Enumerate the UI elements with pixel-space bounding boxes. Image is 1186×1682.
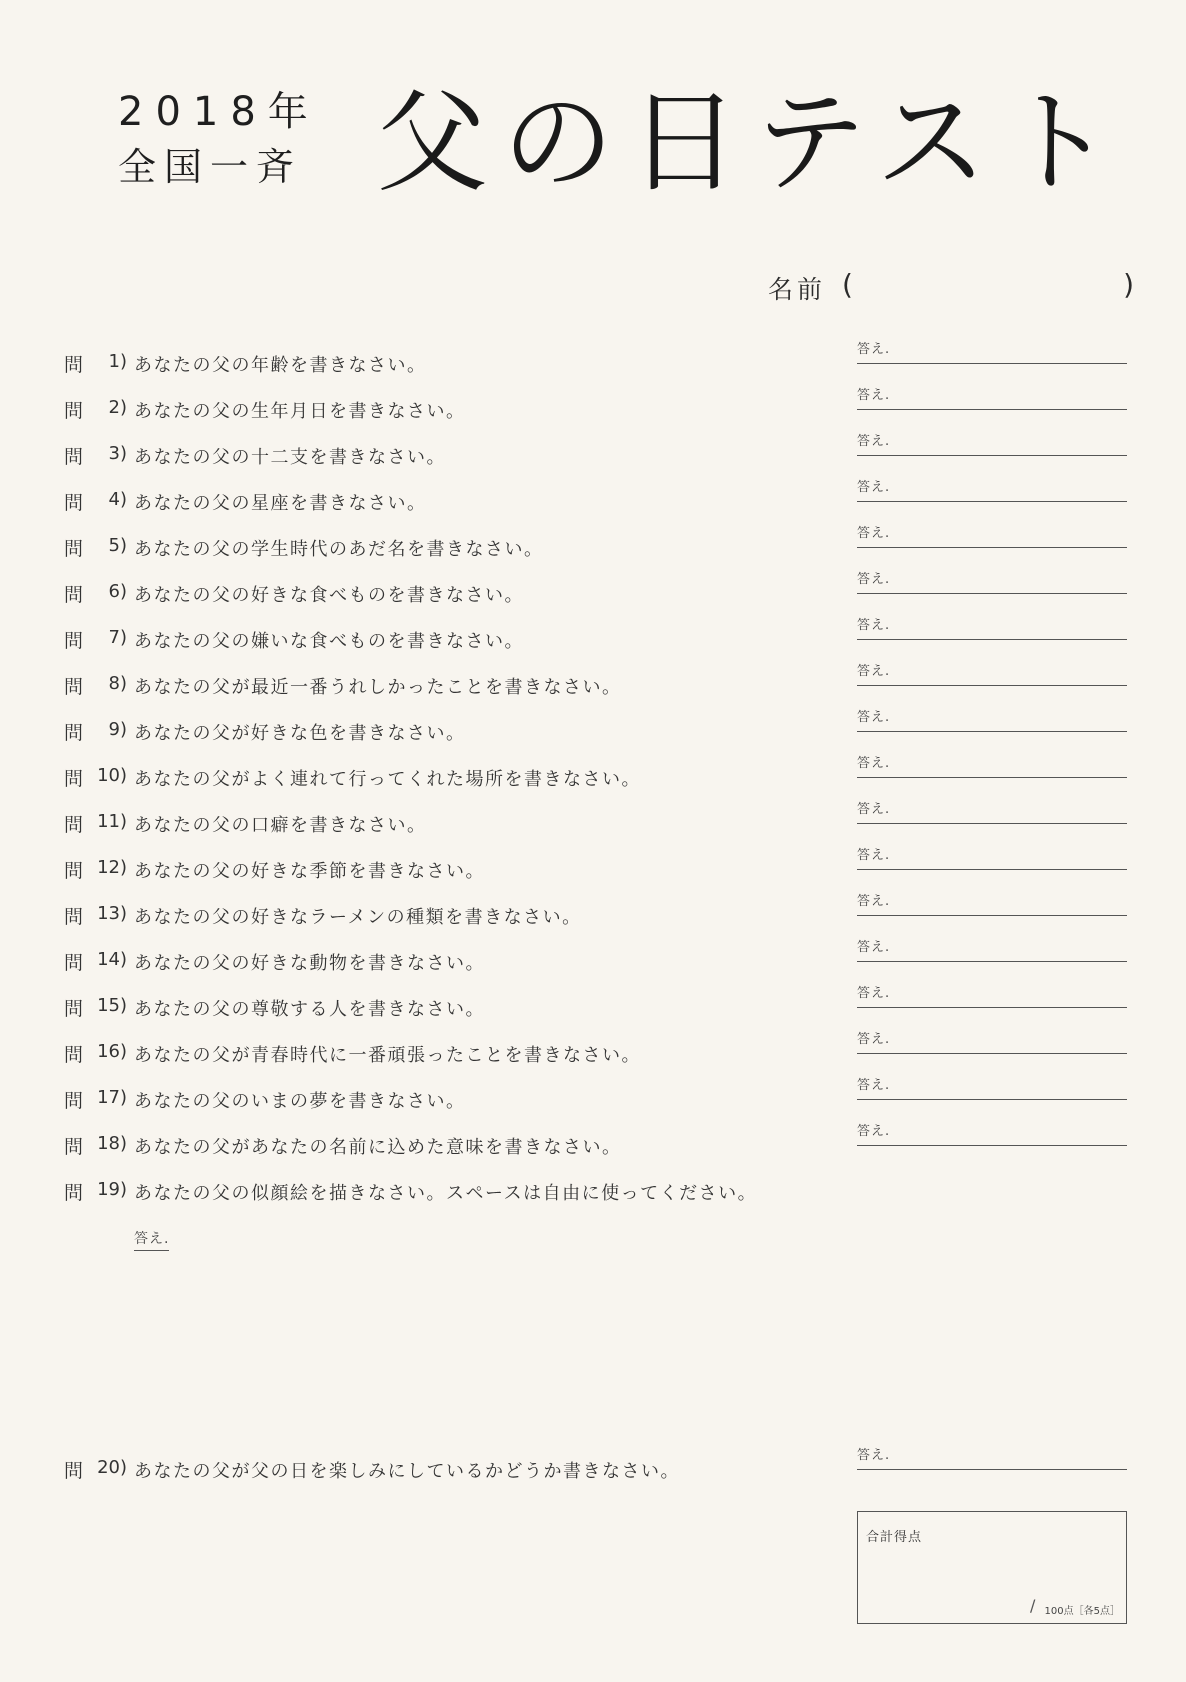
- question-row: [64, 1124, 1134, 1172]
- answer-line[interactable]: [857, 706, 1127, 732]
- question-text: あなたの父の好きな食べものを書きなさい。: [134, 585, 524, 606]
- answer-label: 答え.: [857, 710, 891, 725]
- header-subtitle: [118, 86, 318, 196]
- answer-line[interactable]: [857, 1028, 1127, 1054]
- answer-line[interactable]: [857, 890, 1127, 916]
- answer-line[interactable]: [857, 522, 1127, 548]
- answer-label: 答え.: [857, 342, 891, 357]
- question-number: 12: [97, 857, 120, 878]
- question-number: 9: [108, 719, 120, 740]
- question-prefix: 問: [64, 538, 84, 560]
- question-paren: ): [120, 719, 128, 740]
- score-total-points: 100点［各5点］: [1044, 1606, 1120, 1617]
- answer-label: 答え.: [857, 1448, 891, 1463]
- question-text: あなたの父の嫌いな食べものを書きなさい。: [134, 631, 524, 652]
- question-prefix: 問: [64, 1136, 84, 1158]
- answer-label: 答え.: [857, 434, 891, 449]
- answer-label: 答え.: [857, 756, 891, 771]
- question-number: 5: [108, 535, 120, 556]
- answer-label: 答え.: [857, 664, 891, 679]
- answer-line[interactable]: [857, 476, 1127, 502]
- question-number: 17: [97, 1087, 120, 1108]
- question-text: あなたの父の好きな動物を書きなさい。: [134, 953, 485, 974]
- answer-label: 答え.: [857, 1124, 891, 1139]
- question-number: 1: [108, 351, 120, 372]
- question-prefix: 問: [64, 1044, 84, 1066]
- answer-line[interactable]: [857, 798, 1127, 824]
- question-text: あなたの父の生年月日を書きなさい。: [134, 401, 466, 422]
- answer-line[interactable]: [857, 1120, 1127, 1146]
- answer-label: 答え.: [857, 986, 891, 1001]
- question-number: 3: [108, 443, 120, 464]
- page-title: 父の日テスト: [376, 78, 1128, 208]
- question-text: あなたの父のいまの夢を書きなさい。: [134, 1091, 466, 1112]
- question-paren: ): [120, 857, 128, 878]
- question-number: 13: [97, 903, 120, 924]
- answer-line[interactable]: [857, 1444, 1127, 1470]
- question-text: あなたの父の好きなラーメンの種類を書きなさい。: [134, 907, 582, 928]
- question-paren: ): [120, 1041, 128, 1062]
- answer-label: 答え.: [857, 802, 891, 817]
- answer-label: 答え.: [857, 480, 891, 495]
- total-score-box[interactable]: [857, 1511, 1127, 1624]
- question-prefix: 問: [64, 860, 84, 882]
- answer-line[interactable]: [857, 614, 1127, 640]
- question-prefix: 問: [64, 768, 84, 790]
- question-number: 20: [97, 1457, 120, 1478]
- question-prefix: 問: [64, 1460, 84, 1482]
- question-text: あなたの父の十二支を書きなさい。: [134, 447, 446, 468]
- question-paren: ): [120, 397, 128, 418]
- question-paren: ): [120, 489, 128, 510]
- question-paren: ): [120, 535, 128, 556]
- answer-line[interactable]: [857, 384, 1127, 410]
- question-number: 14: [97, 949, 120, 970]
- answer-label: 答え.: [857, 848, 891, 863]
- question-prefix: 問: [64, 1182, 84, 1204]
- question-number: 4: [108, 489, 120, 510]
- question-prefix: 問: [64, 676, 84, 698]
- question-number: 7: [108, 627, 120, 648]
- score-slash: /: [1030, 1596, 1036, 1615]
- question-number: 15: [97, 995, 120, 1016]
- question-number: 6: [108, 581, 120, 602]
- name-paren-close: ): [1123, 268, 1134, 301]
- question-prefix: 問: [64, 446, 84, 468]
- question-number: 18: [97, 1133, 120, 1154]
- name-label: 名前: [768, 275, 827, 304]
- question-text: あなたの父の星座を書きなさい。: [134, 493, 427, 514]
- question-prefix: 問: [64, 722, 84, 744]
- question-number: 16: [97, 1041, 120, 1062]
- answer-line[interactable]: [857, 982, 1127, 1008]
- answer-line[interactable]: [857, 338, 1127, 364]
- question-paren: ): [120, 765, 128, 786]
- question-paren: ): [120, 1087, 128, 1108]
- question-paren: ): [120, 811, 128, 832]
- question-prefix: 問: [64, 952, 84, 974]
- answer-label: 答え.: [857, 572, 891, 587]
- question-text: あなたの父が最近一番うれしかったことを書きなさい。: [134, 677, 622, 698]
- question-prefix: 問: [64, 492, 84, 514]
- question-text: あなたの父がよく連れて行ってくれた場所を書きなさい。: [134, 769, 641, 790]
- year-text: 2018年: [118, 89, 320, 135]
- question-paren: ): [120, 627, 128, 648]
- question-number: 10: [97, 765, 120, 786]
- answer-line[interactable]: [857, 752, 1127, 778]
- question-text: あなたの父の好きな季節を書きなさい。: [134, 861, 485, 882]
- question-prefix: 問: [64, 584, 84, 606]
- answer-line[interactable]: [857, 430, 1127, 456]
- answer-label: 答え.: [857, 1032, 891, 1047]
- total-score-label: 合計得点: [866, 1530, 923, 1545]
- question-number: 8: [108, 673, 120, 694]
- question-prefix: 問: [64, 630, 84, 652]
- answer-line[interactable]: [857, 844, 1127, 870]
- question-prefix: 問: [64, 906, 84, 928]
- question-number: 19: [97, 1179, 120, 1200]
- question-paren: ): [120, 673, 128, 694]
- question-text: あなたの父の似顔絵を描きなさい。スペースは自由に使ってください。: [134, 1183, 758, 1204]
- name-paren-open: (: [842, 268, 853, 301]
- question-prefix: 問: [64, 354, 84, 376]
- question-text: あなたの父が好きな色を書きなさい。: [134, 723, 466, 744]
- answer-label: 答え.: [857, 388, 891, 403]
- answer-line[interactable]: [857, 936, 1127, 962]
- answer-label: 答え.: [857, 940, 891, 955]
- question-text: あなたの父の口癖を書きなさい。: [134, 815, 427, 836]
- drawing-answer-label[interactable]: 答え.: [134, 1228, 169, 1251]
- question-paren: ): [120, 949, 128, 970]
- question-paren: ): [120, 581, 128, 602]
- question-paren: ): [120, 1133, 128, 1154]
- question-row: [64, 1448, 1134, 1496]
- nationwide-text: 全国一斉: [118, 145, 303, 189]
- question-paren: ): [120, 443, 128, 464]
- question-text: あなたの父が父の日を楽しみにしているかどうか書きなさい。: [134, 1461, 680, 1482]
- answer-label: 答え.: [857, 894, 891, 909]
- question-paren: ): [120, 351, 128, 372]
- question-number: 11: [97, 811, 120, 832]
- answer-line[interactable]: [857, 568, 1127, 594]
- question-prefix: 問: [64, 998, 84, 1020]
- question-prefix: 問: [64, 814, 84, 836]
- question-prefix: 問: [64, 1090, 84, 1112]
- question-text: あなたの父が青春時代に一番頑張ったことを書きなさい。: [134, 1045, 641, 1066]
- question-paren: ): [120, 903, 128, 924]
- question-number: 2: [108, 397, 120, 418]
- answer-line[interactable]: [857, 660, 1127, 686]
- question-text: あなたの父の尊敬する人を書きなさい。: [134, 999, 485, 1020]
- answer-label: 答え.: [857, 526, 891, 541]
- answer-label: 答え.: [857, 1078, 891, 1093]
- answer-label: 答え.: [857, 618, 891, 633]
- name-field[interactable]: [768, 268, 1134, 308]
- question-row: [64, 1178, 1134, 1218]
- question-paren: ): [120, 1457, 128, 1478]
- answer-line[interactable]: [857, 1074, 1127, 1100]
- question-paren: ): [120, 995, 128, 1016]
- question-text: あなたの父の年齢を書きなさい。: [134, 355, 427, 376]
- question-text: あなたの父があなたの名前に込めた意味を書きなさい。: [134, 1137, 622, 1158]
- question-prefix: 問: [64, 400, 84, 422]
- question-text: あなたの父の学生時代のあだ名を書きなさい。: [134, 539, 544, 560]
- question-paren: ): [120, 1179, 128, 1200]
